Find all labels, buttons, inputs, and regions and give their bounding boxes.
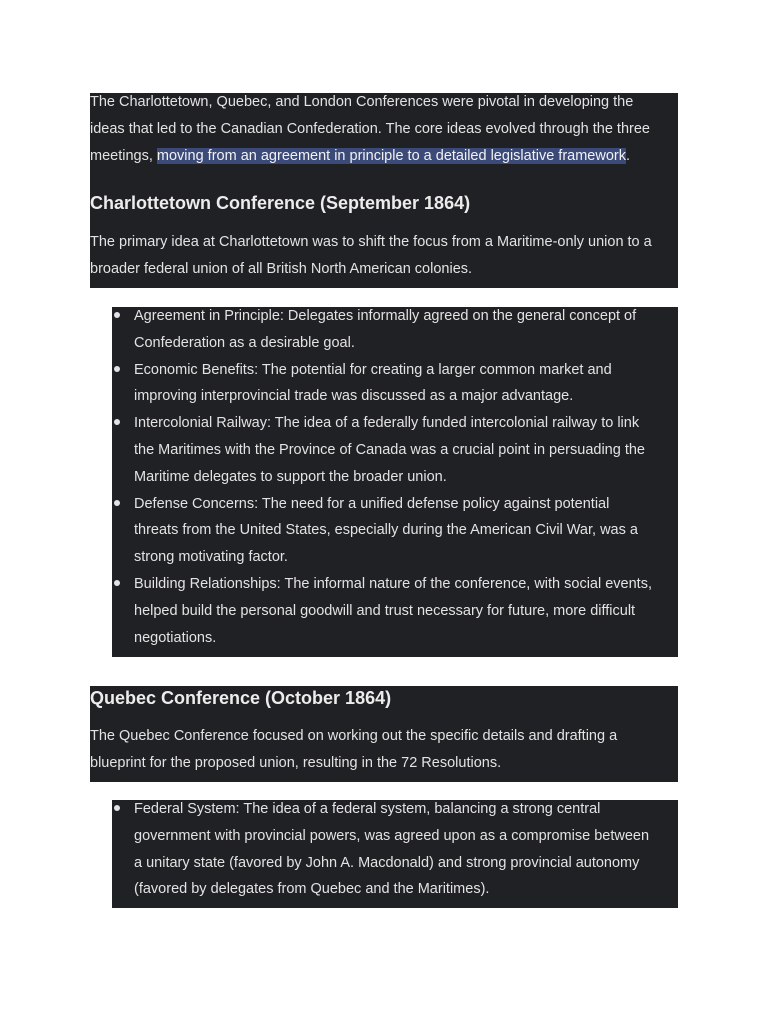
- list-item: [112, 491, 652, 571]
- charlottetown-para-line-1: The primary idea at Charlottetown was to shift the focus from a Maritime-only union to a: [90, 234, 652, 250]
- quebec-block: [90, 686, 678, 782]
- bullet-icon: [114, 500, 120, 506]
- list-item-line: the Maritimes with the Province of Canada was a crucial point in persuading the: [134, 441, 645, 458]
- quebec-paragraph: [90, 723, 617, 777]
- list-item-line: a unitary state (favored by John A. Macdonald) and strong provincial autonomy: [134, 854, 640, 871]
- list-item: [112, 357, 652, 411]
- quebec-para-line-1: The Quebec Conference focused on working out the specific details and drafting a: [90, 728, 618, 744]
- list-item: [112, 571, 652, 651]
- list-item-line: Economic Benefits: The potential for creating a larger common market and: [134, 361, 612, 378]
- list-item-line: Building Relationships: The informal nature of the conference, with social events,: [134, 575, 652, 592]
- list-item-line: Maritime delegates to support the broader union.: [134, 468, 447, 485]
- intro-line-2: ideas that led to the Canadian Confederation. The core ideas evolved through the three: [90, 120, 650, 137]
- quebec-bullet-list: [112, 796, 649, 903]
- highlighted-text[interactable]: moving from an agreement in principle to a detailed legislative framework: [156, 147, 626, 164]
- list-item-line: government with provincial powers, was agreed upon as a compromise between: [134, 827, 650, 844]
- list-item-line: helped build the personal goodwill and trust necessary for future, more difficult: [134, 602, 636, 619]
- bullet-icon: [114, 805, 120, 811]
- intro-block: [90, 93, 678, 288]
- list-item-line: negotiations.: [134, 629, 217, 646]
- bullet-icon: [114, 419, 120, 425]
- list-item-line: Intercolonial Railway: The idea of a federally funded intercolonial railway to link: [134, 415, 640, 432]
- list-item-line: threats from the United States, especially during the American Civil War, was a: [134, 522, 638, 539]
- list-item-line: strong motivating factor.: [134, 549, 288, 566]
- list-item-line: (favored by delegates from Quebec and the Maritimes).: [134, 881, 490, 898]
- list-item-line: improving interprovincial trade was discussed as a major advantage.: [134, 388, 574, 405]
- charlottetown-para-line-2: broader federal union of all British North American colonies.: [90, 260, 473, 277]
- list-item-line: Defense Concerns: The need for a unified defense policy against potential: [134, 495, 610, 512]
- list-item: [112, 796, 649, 903]
- list-item: [112, 303, 652, 357]
- charlottetown-bullet-list: [112, 303, 652, 651]
- quebec-heading: Quebec Conference (October 1864): [90, 688, 392, 708]
- list-item: [112, 410, 652, 490]
- intro-line-3-post: .: [625, 147, 630, 164]
- intro-line-3-pre: meetings,: [90, 147, 157, 164]
- charlottetown-heading: Charlottetown Conference (September 1864): [90, 193, 471, 213]
- quebec-para-line-2: blueprint for the proposed union, resulting in the 72 Resolutions.: [90, 754, 502, 771]
- quebec-bullets-block: [112, 800, 678, 908]
- intro-paragraph: [90, 89, 650, 169]
- charlottetown-paragraph: [90, 229, 652, 283]
- intro-line-1: The Charlottetown, Quebec, and London Conferences were pivotal in developing the: [90, 94, 634, 110]
- charlottetown-bullets-block: [112, 307, 678, 657]
- bullet-icon: [114, 366, 120, 372]
- bullet-icon: [114, 312, 120, 318]
- bullet-icon: [114, 580, 120, 586]
- list-item-line: Confederation as a desirable goal.: [134, 334, 355, 351]
- list-item-line: Agreement in Principle: Delegates informally agreed on the general concept of: [134, 308, 637, 324]
- list-item-line: Federal System: The idea of a federal system, balancing a strong central: [134, 801, 601, 817]
